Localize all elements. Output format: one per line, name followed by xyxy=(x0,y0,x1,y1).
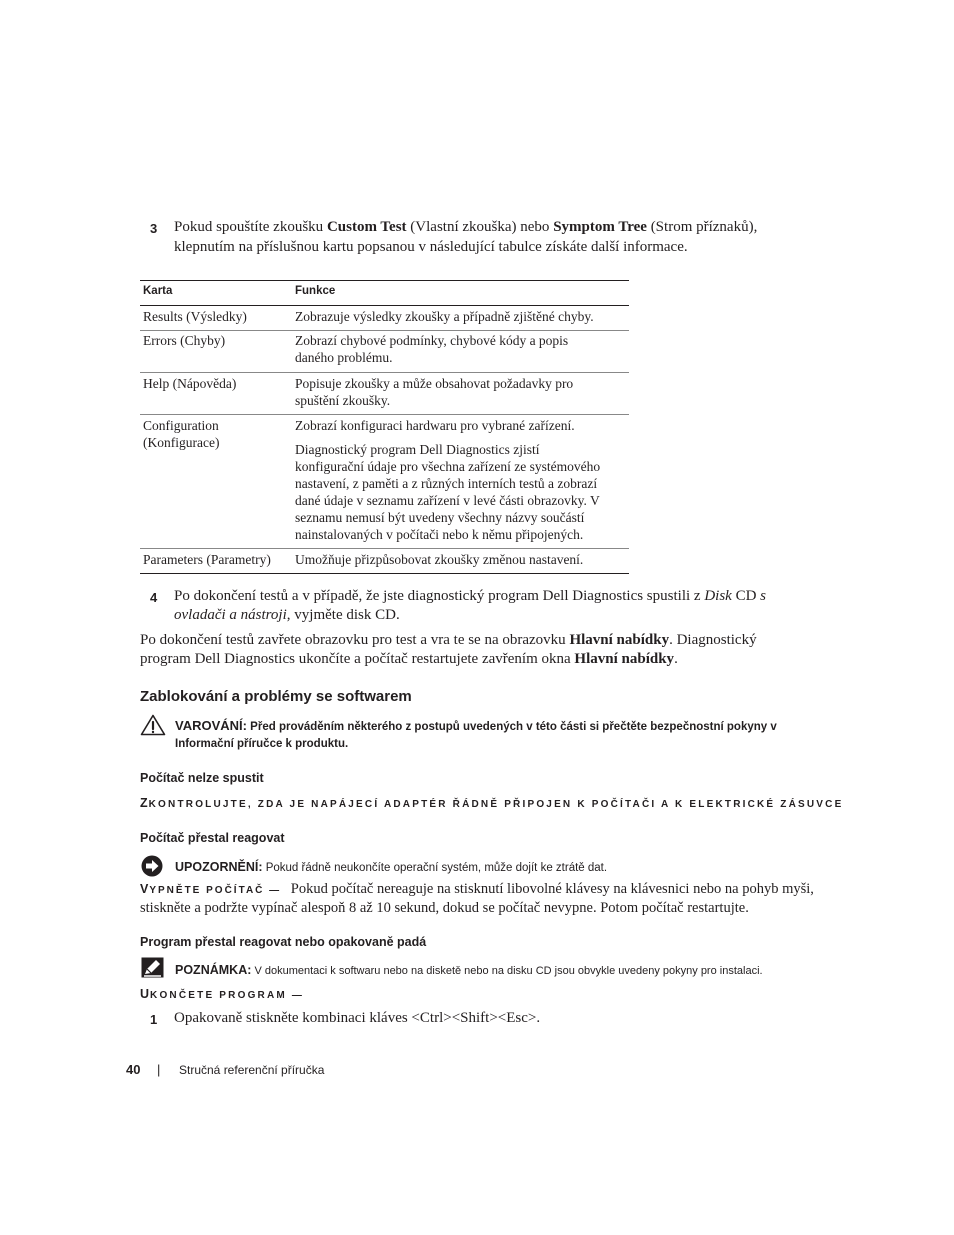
table-top-rule xyxy=(140,280,629,281)
step-4-number: 4 xyxy=(150,590,158,605)
table-row-errors-func: Zobrazí chybové podmínky, chybové kódy a popis daného problému. xyxy=(295,333,569,365)
notice-label: UPOZORNĚNÍ: xyxy=(175,860,263,874)
step-3-line-2: klepnutím na příslušnou kartu popsanou v následující tabulce získáte další informace. xyxy=(174,239,688,255)
note-icon xyxy=(141,957,164,978)
closing-paragraph-line-1: Po dokončení testů zavřete obrazovku pro test a vra te se na obrazovku Hlavní nabídky. Diagnostický xyxy=(140,632,757,648)
table-header-funkce: Funkce xyxy=(295,285,336,297)
step-4-line-1: Po dokončení testů a v případě, že jste diagnostický program Dell Diagnostics spustili z Disk CD s xyxy=(174,588,766,604)
check-adapter-heading: ZKONTROLUJTE, ZDA JE NAPÁJECÍ ADAPTÉR ŘÁDNĚ PŘIPOJEN K POČÍTAČI A K ELEKTRICKÉ ZÁSUVCE xyxy=(140,796,844,810)
note-label: POZNÁMKA: xyxy=(175,963,252,977)
table-row-config-tab: Configuration (Konfigurace) xyxy=(143,418,220,450)
table-row-divider xyxy=(140,414,629,415)
end-program-heading: UKONČETE PROGRAM — xyxy=(140,987,305,1001)
closing-paragraph-line-2: program Dell Diagnostics ukončíte a počítač restartujete zavřením okna Hlavní nabídky. xyxy=(140,651,678,667)
notice-block xyxy=(175,858,607,876)
warning-label: VAROVÁNÍ: xyxy=(175,718,247,733)
note-text: V dokumentaci k softwaru nebo na disketě nebo na disku CD jsou obvykle uvedeny pokyny pro instalaci. xyxy=(251,965,763,977)
table-row-results-tab: Results (Výsledky) xyxy=(143,309,247,324)
table-bottom-rule xyxy=(140,573,629,574)
table-row-divider xyxy=(140,548,629,549)
notice-icon xyxy=(141,855,163,877)
notice-text: Pokud řádně neukončíte operační systém, může dojít ke ztrátě dat. xyxy=(262,862,608,874)
subsection-title-not-responding: Počítač přestal reagovat xyxy=(140,831,285,845)
power-off-paragraph-line-1: VYPNĚTE POČÍTAČ — Pokud počítač nereaguje na stisknutí libovolné klávesy na klávesnici nebo na pohyb myši, xyxy=(140,881,814,897)
warning-text-2: Informační příručce k produktu. xyxy=(175,738,349,750)
table-row-results-func: Zobrazuje výsledky zkoušky a případně zjištěné chyby. xyxy=(295,309,594,324)
table-header-rule xyxy=(140,305,629,306)
step-3-number: 3 xyxy=(150,221,158,236)
subsection-title-program-crash: Program přestal reagovat nebo opakovaně padá xyxy=(140,935,427,949)
footer-title: Stručná referenční příručka xyxy=(179,1063,325,1077)
table-row-help-tab: Help (Nápověda) xyxy=(143,376,237,391)
page-number: 40 xyxy=(126,1062,141,1077)
table-row-params-tab: Parameters (Parametry) xyxy=(143,552,271,567)
table-row-params-func: Umožňuje přizpůsobovat zkoušky změnou nastavení. xyxy=(295,552,584,567)
power-off-paragraph-line-2: stiskněte a podržte vypínač alespoň 8 až 10 sekund, dokud se počítač nevypne. Potom počítač restartujte. xyxy=(140,900,749,916)
table-row-errors-tab: Errors (Chyby) xyxy=(143,333,226,348)
step-3-line-1: Pokud spouštíte zkoušku Custom Test (Vlastní zkouška) nebo Symptom Tree (Strom příznaků), xyxy=(174,219,758,235)
footer-separator: | xyxy=(157,1062,161,1077)
table-row-divider xyxy=(140,330,629,331)
table-header-karta: Karta xyxy=(143,285,173,297)
table-row-config-func: Zobrazí konfiguraci hardwaru pro vybrané zařízení. Diagnostický program Dell Diagnostics zjistí konfigurační údaje pro všechna zařízení ze systémového nastavení, z paměti a z různých interních testů a zobrazí dané údaje v seznamu zařízení v levé části obrazovky. V seznamu nemusí být uvedeny všechny názvy součástí nainstalovaných v počítači nebo k němu připojených. xyxy=(295,418,601,542)
subsection-title-no-start: Počítač nelze spustit xyxy=(140,771,264,785)
note-block xyxy=(175,961,763,979)
table-row-help-func: Popisuje zkoušky a může obsahovat požadavky pro spuštění zkoušky. xyxy=(295,376,574,408)
warning-text: Před prováděním některého z postupů uvedených v této části si přečtěte bezpečnostní pokyny v xyxy=(246,721,777,733)
table-row-divider xyxy=(140,372,629,373)
step-4-line-2: ovladači a nástroji, vyjměte disk CD. xyxy=(174,607,400,623)
warning-block xyxy=(175,717,777,753)
step-1-number: 1 xyxy=(150,1012,158,1027)
step-1-text: Opakovaně stiskněte kombinaci kláves <Ctrl><Shift><Esc>. xyxy=(174,1010,541,1026)
warning-icon xyxy=(140,714,166,736)
section-title: Zablokování a problémy se softwarem xyxy=(140,688,412,705)
